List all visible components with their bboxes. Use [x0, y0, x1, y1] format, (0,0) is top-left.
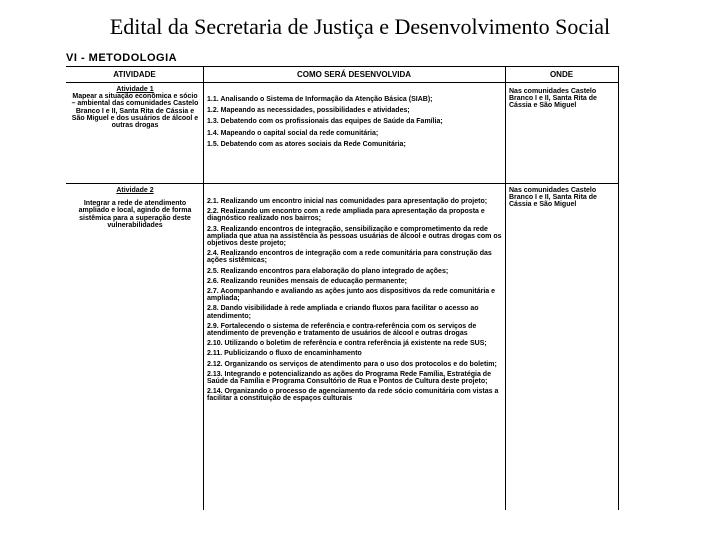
list-item: 2.1. Realizando um encontro inicial nas comunidades para apresentação do projeto;: [207, 198, 488, 205]
list-item: 2.4. Realizando encontros de integração com a rede comunitária para construção das ações sistêmicas;: [207, 250, 492, 265]
list-item: 1.1. Analisando o Sistema de Informação da Atenção Básica (SIAB);: [207, 96, 433, 103]
column-divider-2: [505, 66, 506, 510]
row-divider: [66, 183, 619, 184]
list-item: 2.6. Realizando reuniões mensais de educação permanente;: [207, 277, 407, 285]
list-item: 2.10. Utilizando o boletim de referência e contra referência já existente na rede SUS;: [207, 340, 487, 348]
row-2-activity-title: Atividade 2: [116, 187, 154, 194]
row-1-activity: [70, 86, 200, 129]
list-item: 2.2. Realizando um encontro com a rede ampliada para apresentação da proposta e diagnóstico realizado nos bairros;: [207, 208, 485, 223]
row-2-activity-text: Integrar a rede de atendimento ampliado e local, agindo de forma sistêmica para a superação deste vulnerabilidades: [78, 200, 192, 229]
column-header-onde: ONDE: [549, 70, 574, 79]
list-item: 2.5. Realizando encontros para elaboração do plano integrado de ações;: [207, 267, 449, 275]
list-item: 2.12. Organizando os serviços de atendimento para o uso dos protocolos e do boletim;: [207, 360, 497, 368]
list-item: 1.3. Debatendo com os profissionais das equipes de Saúde da Família;: [207, 118, 443, 126]
row-2-where: Nas comunidades Castelo Branco I e II, Santa Rita de Cássia e São Miguel: [509, 187, 597, 209]
row-1-how: [207, 96, 503, 148]
row-1-where: Nas comunidades Castelo Branco I e II, Santa Rita de Cássia e São Miguel: [509, 88, 597, 110]
table-top-border: [66, 66, 619, 67]
column-header-como: COMO SERÁ DESENVOLVIDA: [296, 70, 412, 79]
methodology-table: [66, 66, 619, 510]
list-item: 2.13. Integrando e potencializando as ações do Programa Rede Família, Estratégia de Saúde da Família e Programa Consultório de Rua e Pontos de Cultura deste projeto;: [207, 370, 491, 386]
list-item: 1.5. Debatendo com as atores sociais da Rede Comunitária;: [207, 140, 406, 148]
slide-title: Edital da Secretaria de Justiça e Desenvolvimento Social: [109, 14, 611, 39]
column-header-atividade: ATIVIDADE: [113, 70, 156, 79]
list-item: 2.3. Realizando encontros de integração, sensibilização e comprometimento da rede ampliada que atua na assistência às pessoas usuárias de álcool e outras drogas com os objetivos deste projeto;: [207, 225, 502, 248]
list-item: 2.14. Organizando o processo de agenciamento da rede sócio comunitária com vistas a facilitar a constituição de espaços culturais: [207, 388, 499, 403]
row-1-activity-text: Mapear a situação econômica e sócio – ambiental das comunidades Castelo Branco I e II, Santa Rita de Cássia e São Miguel e dos usuários de álcool e outras drogas: [71, 93, 199, 130]
row-2-activity: [70, 187, 200, 229]
list-item: 1.4. Mapeando o capital social da rede comunitária;: [207, 129, 379, 137]
row-2-how: [207, 198, 503, 403]
list-item: 1.2. Mapeando as necessidades, possibilidades e atividades;: [207, 107, 410, 115]
list-item: 2.8. Dando visibilidade à rede ampliada e criando fluxos para facilitar o acesso ao atendimento;: [207, 305, 479, 320]
row-1-activity-title: Atividade 1: [116, 86, 154, 93]
header-bottom-border: [66, 82, 619, 83]
list-item: 2.7. Acompanhando e avaliando as ações junto aos dispositivos da rede comunitária e ampliada;: [207, 288, 495, 303]
column-divider-1: [203, 66, 204, 510]
list-item: 2.11. Publicizando o fluxo de encaminhamento: [207, 350, 362, 358]
table-right-border: [618, 66, 619, 510]
list-item: 2.9. Fortalecendo o sistema de referência e contra-referência com os serviços de atendimento de prevenção e tratamento de usuários de álcool e outras drogas: [207, 322, 477, 338]
section-title: VI - METODOLOGIA: [66, 52, 178, 64]
